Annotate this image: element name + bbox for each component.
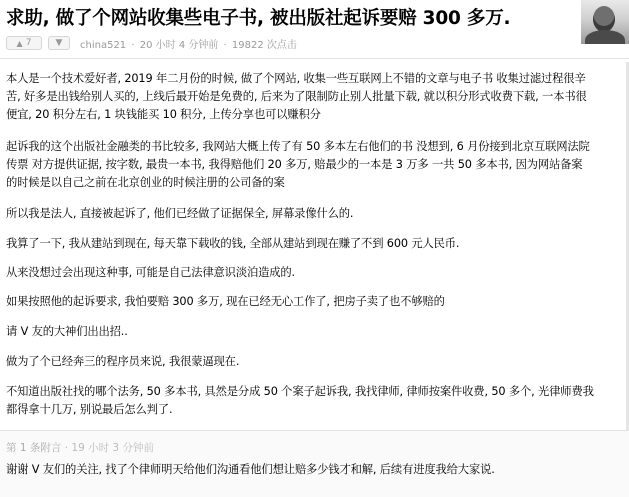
paragraph-line: 起诉我的这个出版社金融类的书比较多, 我网站大概上传了有 50 多本左右他们的书 没想到, 6 月份接到北京互联网法院 [6, 140, 590, 153]
upvote-button[interactable] [6, 36, 42, 50]
paragraph-line: 本人是一个技术爱好者, 2019 年二月份的时候, 做了个网站, 收集一些互联网上不错的文章与电子书 收集过滤过程很辛 [6, 72, 586, 85]
paragraph-line: 做为了个已经奔三的程序员来说, 我很蒙逼现在. [6, 355, 240, 368]
append-text: 谢谢 V 友们的关注, 找了个律师明天给他们沟通看他们想让赔多少钱才和解, 后续有进度我给大家说. [6, 463, 495, 476]
paragraph-line: 我算了一下, 我从建站到现在, 每天靠下载收的钱, 全部从建站到现在赚了不到 600 元人民币. [6, 237, 460, 250]
paragraph-line: 传票 对方提供证据, 按字数, 最贵一本书, 我得赔他们 20 多万, 赔最少的一本是 3 万多 一共 50 多本书, 因为网站备案 [6, 158, 583, 171]
meta-separator: · [223, 39, 227, 51]
downvote-button[interactable] [48, 36, 70, 50]
upvote-count: 7 [25, 38, 32, 48]
append-header [6, 440, 154, 455]
paragraph-line: 苦, 好多是出钱给别人买的, 上线后最开始是免费的, 后来为了限制防止别人批量下载, 就以积分形式收费下载, 一本书很 [6, 90, 587, 103]
topic-header [0, 0, 629, 62]
paragraph-line: 如果按照他的起诉要求, 我怕要赔 300 多万, 现在已经无心工作了, 把房子卖了也不够赔的 [6, 295, 445, 308]
paragraph-line: 都得拿十几万, 别说最后怎么判了. [6, 403, 173, 416]
topic-clicks: 19822 次点击 [231, 39, 297, 51]
paragraph-line: 不知道出版社找的哪个法务, 50 多本书, 具然是分成 50 个案子起诉我, 我找律师, 律师按案件收费, 50 多个, 光律师费我 [6, 385, 594, 398]
append-time: 19 小时 3 分钟前 [71, 442, 154, 454]
meta-separator: · [64, 442, 72, 454]
meta-separator: · [131, 39, 135, 51]
triangle-up-icon: ▲ [16, 38, 23, 48]
paragraph-line: 从来没想过会出现这种事, 可能是自己法律意识淡泊造成的. [6, 266, 295, 279]
topic-title: 求助, 做了个网站收集些电子书, 被出版社起诉要赔 300 多万. [6, 8, 511, 29]
paragraph-line: 所以我是法人, 直接被起诉了, 他们已经做了证据保全, 屏幕录像什么的. [6, 207, 354, 220]
topic-meta [80, 36, 297, 51]
triangle-down-icon: ▼ [55, 38, 63, 48]
paragraph-line: 的时候是以自己之前在北京创业的时候注册的公司备的案 [6, 176, 285, 189]
author-avatar[interactable] [581, 0, 629, 44]
paragraph-line: 请 V 友的大神们出出招.. [6, 325, 128, 338]
topic-time: 20 小时 4 分钟前 [139, 39, 219, 51]
paragraph-line: 便宜, 20 积分左右, 1 块钱能买 10 积分, 上传分享也可以赚积分 [6, 108, 321, 121]
append-label: 第 1 条附言 [6, 442, 62, 454]
author-link[interactable]: china521 [80, 39, 127, 51]
vote-bar [6, 35, 297, 51]
header-divider [0, 58, 629, 59]
append-section [0, 430, 629, 497]
